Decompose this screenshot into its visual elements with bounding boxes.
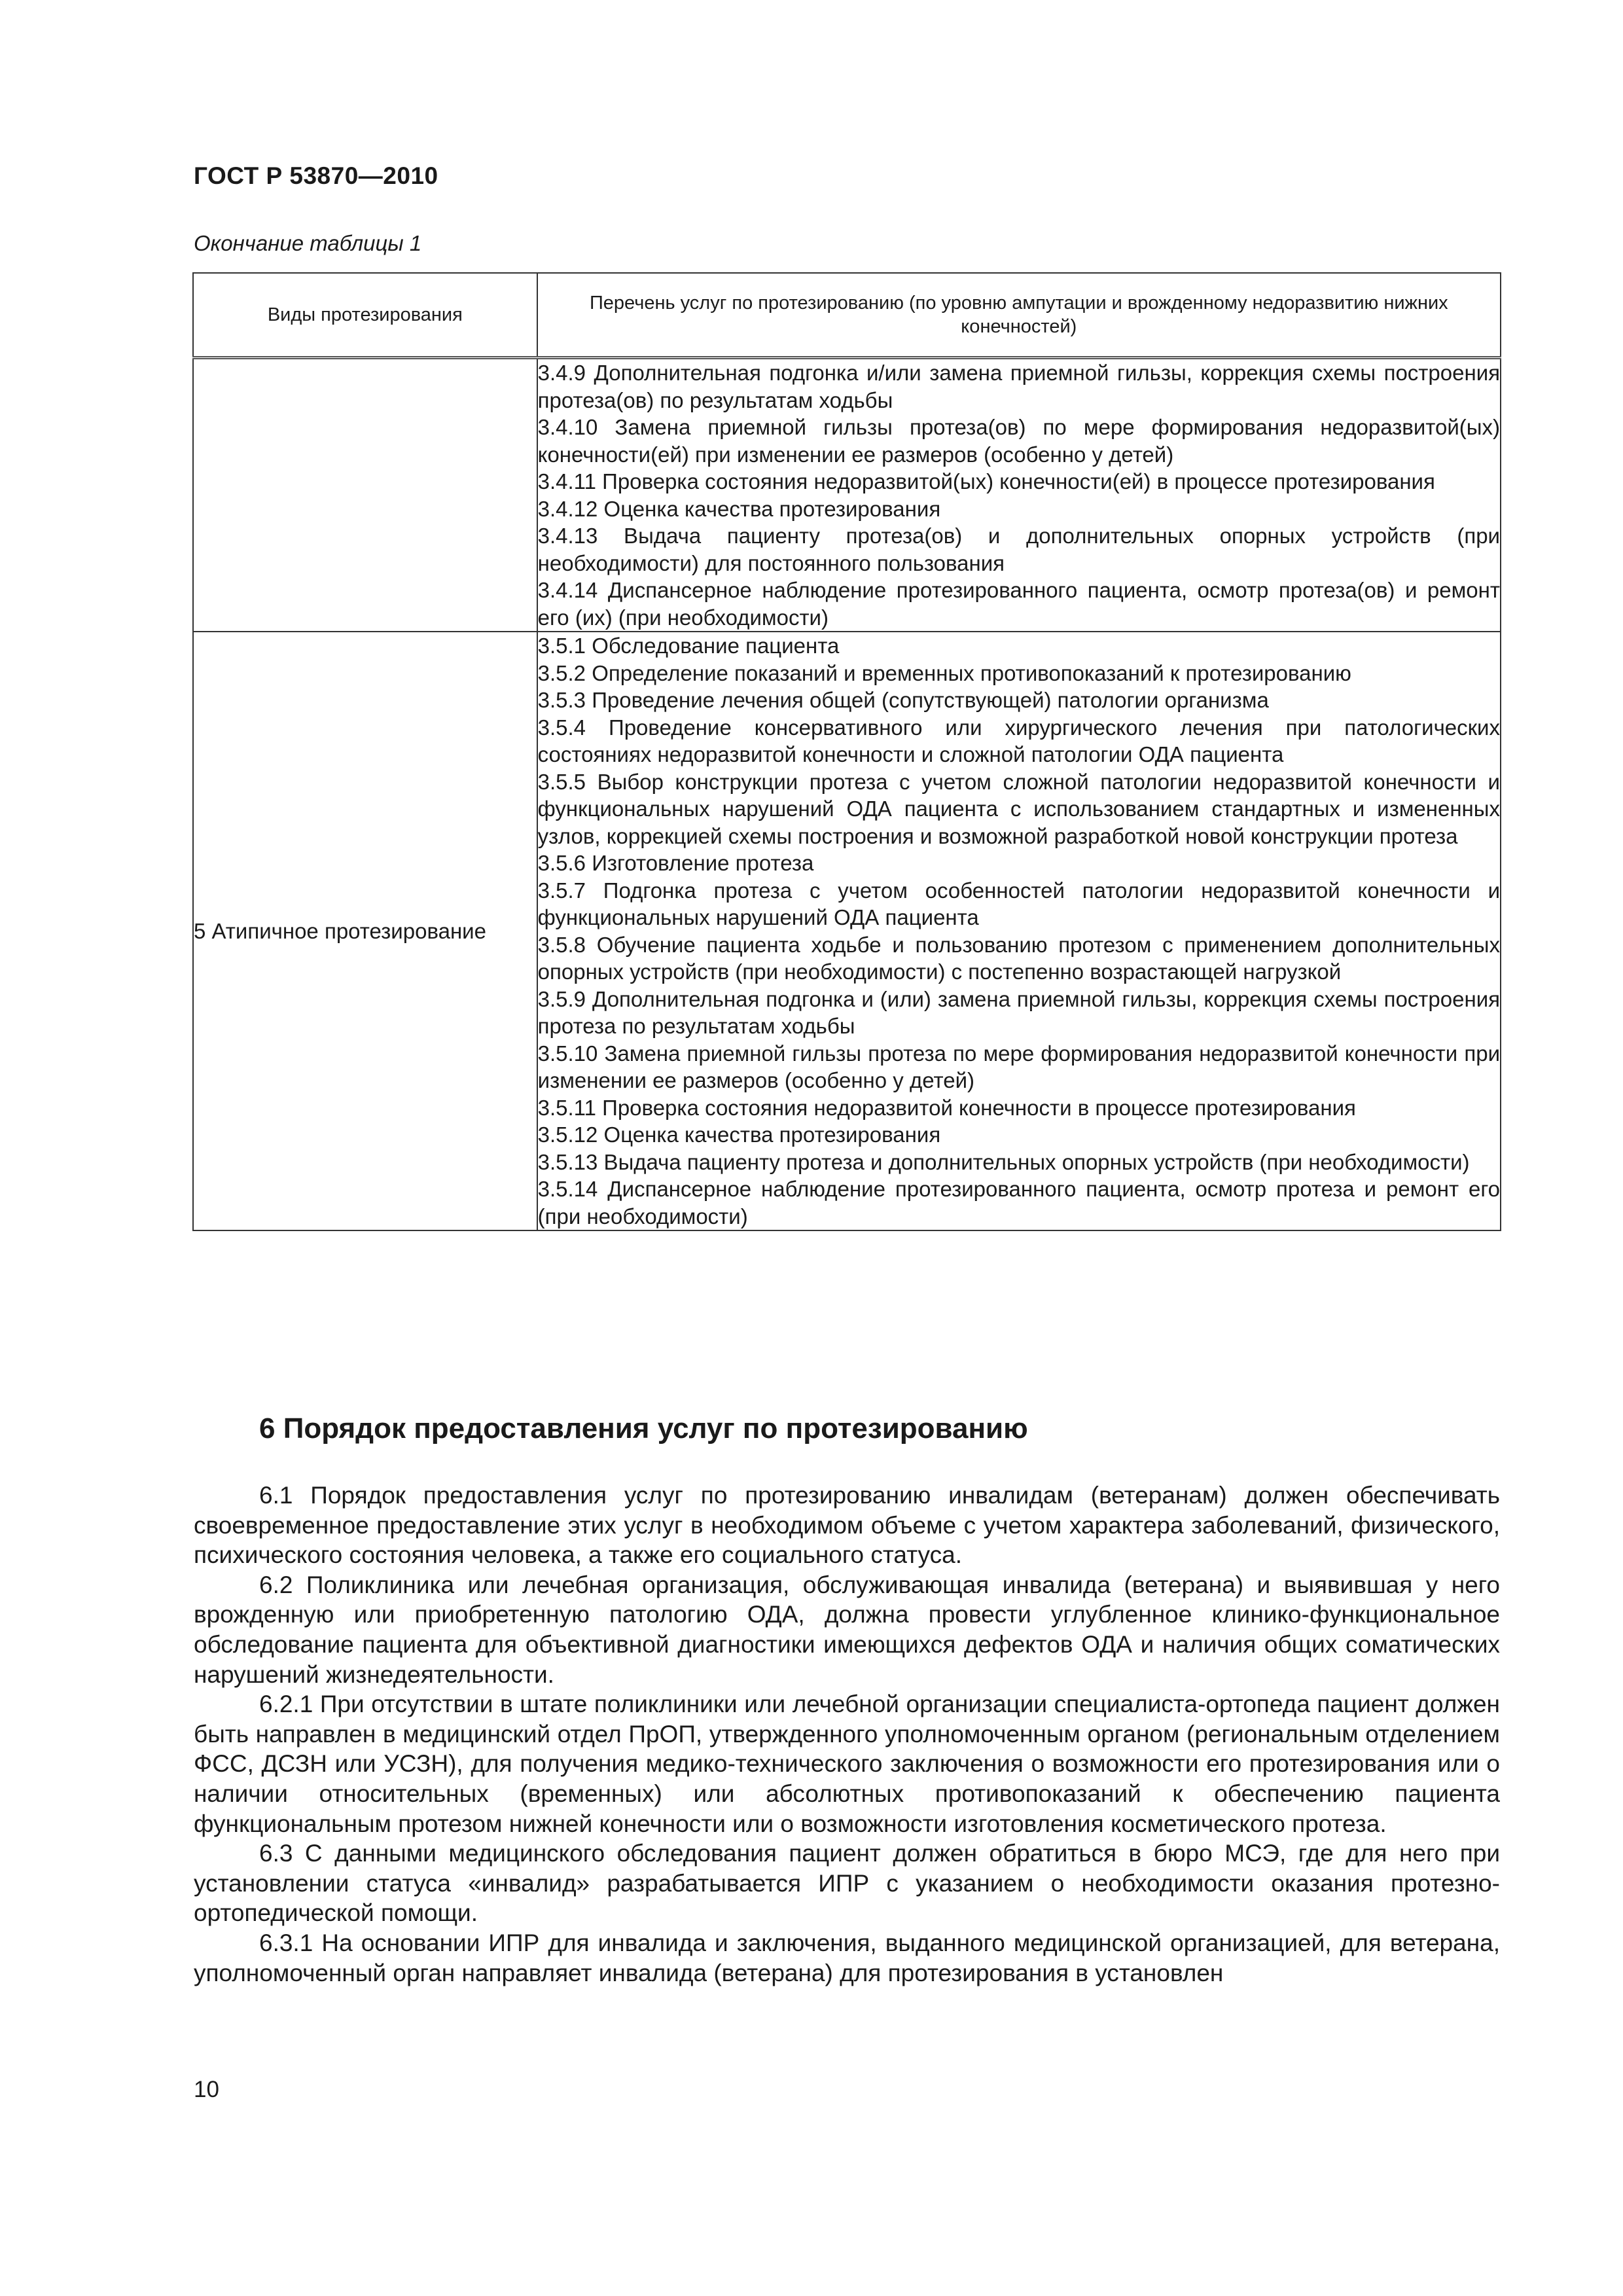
service-item: 3.5.12 Оценка качества протезирования bbox=[537, 1122, 941, 1147]
paragraph: 6.1 Порядок предоставления услуг по протезированию инвалидам (ветеранам) должен обеспечивать своевременное предоставление этих услуг в необходимом объеме с учетом характера заболеваний, физического, психического состояния человека, а также его социального статуса. bbox=[194, 1482, 1500, 1569]
section-body bbox=[194, 1480, 1500, 1988]
service-item: 3.4.12 Оценка качества протезирования bbox=[537, 496, 941, 521]
service-item: 3.4.13 Выдача пациенту протеза(ов) и дополнительных опорных устройств (при необходимости) для постоянного пользования bbox=[537, 524, 1500, 575]
service-item: 3.5.11 Проверка состояния недоразвитой конечности в процессе протезирования bbox=[537, 1095, 1356, 1120]
services-list-cell bbox=[537, 358, 1501, 632]
paragraph: 6.3 С данными медицинского обследования пациент должен обратиться в бюро МСЭ, где для него при установлении статуса «инвалид» разрабатывается ИПР с указанием о необходимости оказания протезно-ортопедической помощи. bbox=[194, 1840, 1500, 1927]
service-item: 3.5.8 Обучение пациента ходьбе и пользованию протезом с применением дополнительных опорных устройств (при необходимости) с постепенно возрастающей нагрузкой bbox=[537, 932, 1500, 984]
table-header-row bbox=[193, 273, 1501, 358]
section-heading: 6 Порядок предоставления услуг по протезированию bbox=[259, 1412, 1028, 1444]
service-item: 3.5.5 Выбор конструкции протеза с учетом сложной патологии недоразвитой конечности и функциональных нарушений ОДА пациента с использованием стандартных и измененных узлов, коррекцией схемы построения и возможной разработкой новой конструкции протеза bbox=[537, 769, 1500, 848]
column-header-prosthesis-type: Виды протезирования bbox=[193, 273, 537, 358]
paragraph: 6.3.1 На основании ИПР для инвалида и заключения, выданного медицинской организацией, для ветерана, уполномоченный орган направляет инвалида (ветерана) для протезирования в установлен bbox=[194, 1929, 1500, 1986]
page-number: 10 bbox=[194, 2077, 219, 2102]
service-item: 3.4.14 Диспансерное наблюдение протезированного пациента, осмотр протеза(ов) и ремонт его (их) (при необходимости) bbox=[537, 578, 1500, 630]
services-table bbox=[192, 272, 1501, 1231]
paragraph: 6.2 Поликлиника или лечебная организация, обслуживающая инвалида (ветерана) и выявившая у него врожденную или приобретенную патологию ОДА, должна провести углубленное клинико-функциональное обследование пациента для объективной диагностики имеющихся дефектов ОДА и наличия общих соматических нарушений жизнедеятельности. bbox=[194, 1571, 1500, 1688]
service-item: 3.5.6 Изготовление протеза bbox=[537, 851, 814, 875]
service-item: 3.4.9 Дополнительная подгонка и/или замена приемной гильзы, коррекция схемы построения протеза(ов) по результатам ходьбы bbox=[537, 361, 1500, 412]
document-code: ГОСТ Р 53870—2010 bbox=[194, 162, 438, 189]
service-item: 3.5.10 Замена приемной гильзы протеза по мере формирования недоразвитой конечности при изменении ее размеров (особенно у детей) bbox=[537, 1041, 1500, 1092]
table-row bbox=[193, 358, 1501, 632]
services-list-cell bbox=[537, 632, 1501, 1230]
service-item: 3.5.1 Обследование пациента bbox=[537, 634, 840, 658]
service-item: 3.5.14 Диспансерное наблюдение протезированного пациента, осмотр протеза и ремонт его (при необходимости) bbox=[537, 1177, 1500, 1229]
service-item: 3.5.9 Дополнительная подгонка и (или) замена приемной гильзы, коррекция схемы построения протеза по результатам ходьбы bbox=[537, 986, 1500, 1038]
column-header-services-list: Перечень услуг по протезированию (по уровню ампутации и врожденному недоразвитию нижних конечностей) bbox=[537, 273, 1501, 358]
prosthesis-type-cell bbox=[193, 358, 537, 632]
service-item: 3.5.3 Проведение лечения общей (сопутствующей) патологии организма bbox=[537, 688, 1269, 712]
service-item: 3.4.11 Проверка состояния недоразвитой(ых) конечности(ей) в процессе протезирования bbox=[537, 469, 1435, 493]
service-item: 3.5.13 Выдача пациенту протеза и дополнительных опорных устройств (при необходимости) bbox=[537, 1149, 1470, 1174]
service-item: 3.5.2 Определение показаний и временных противопоказаний к протезированию bbox=[537, 660, 1351, 685]
service-item: 3.5.4 Проведение консервативного или хирургического лечения при патологических состояниях недоразвитой конечности и сложной патологии ОДА пациента bbox=[537, 715, 1500, 766]
prosthesis-type-cell: 5 Атипичное протезирование bbox=[193, 632, 537, 1230]
service-item: 3.5.7 Подгонка протеза с учетом особенностей патологии недоразвитой конечности и функциональных нарушений ОДА пациента bbox=[537, 878, 1500, 929]
service-item: 3.4.10 Замена приемной гильзы протеза(ов) по мере формирования недоразвитой(ых) конечности(ей) при изменении ее размеров (особенно у детей) bbox=[537, 415, 1500, 467]
table-row bbox=[193, 632, 1501, 1230]
table-caption: Окончание таблицы 1 bbox=[194, 231, 422, 255]
paragraph: 6.2.1 При отсутствии в штате поликлиники или лечебной организации специалиста-ортопеда пациент должен быть направлен в медицинский отдел ПрОП, утвержденного уполномоченным органом (региональным отделением ФСС, ДСЗН или УСЗН), для получения медико-технического заключения о возможности его протезирования или о наличии относительных (временных) или абсолютных противопоказаний к обеспечению пациента функциональным протезом нижней конечности или о возможности изготовления косметического протеза. bbox=[194, 1691, 1500, 1837]
